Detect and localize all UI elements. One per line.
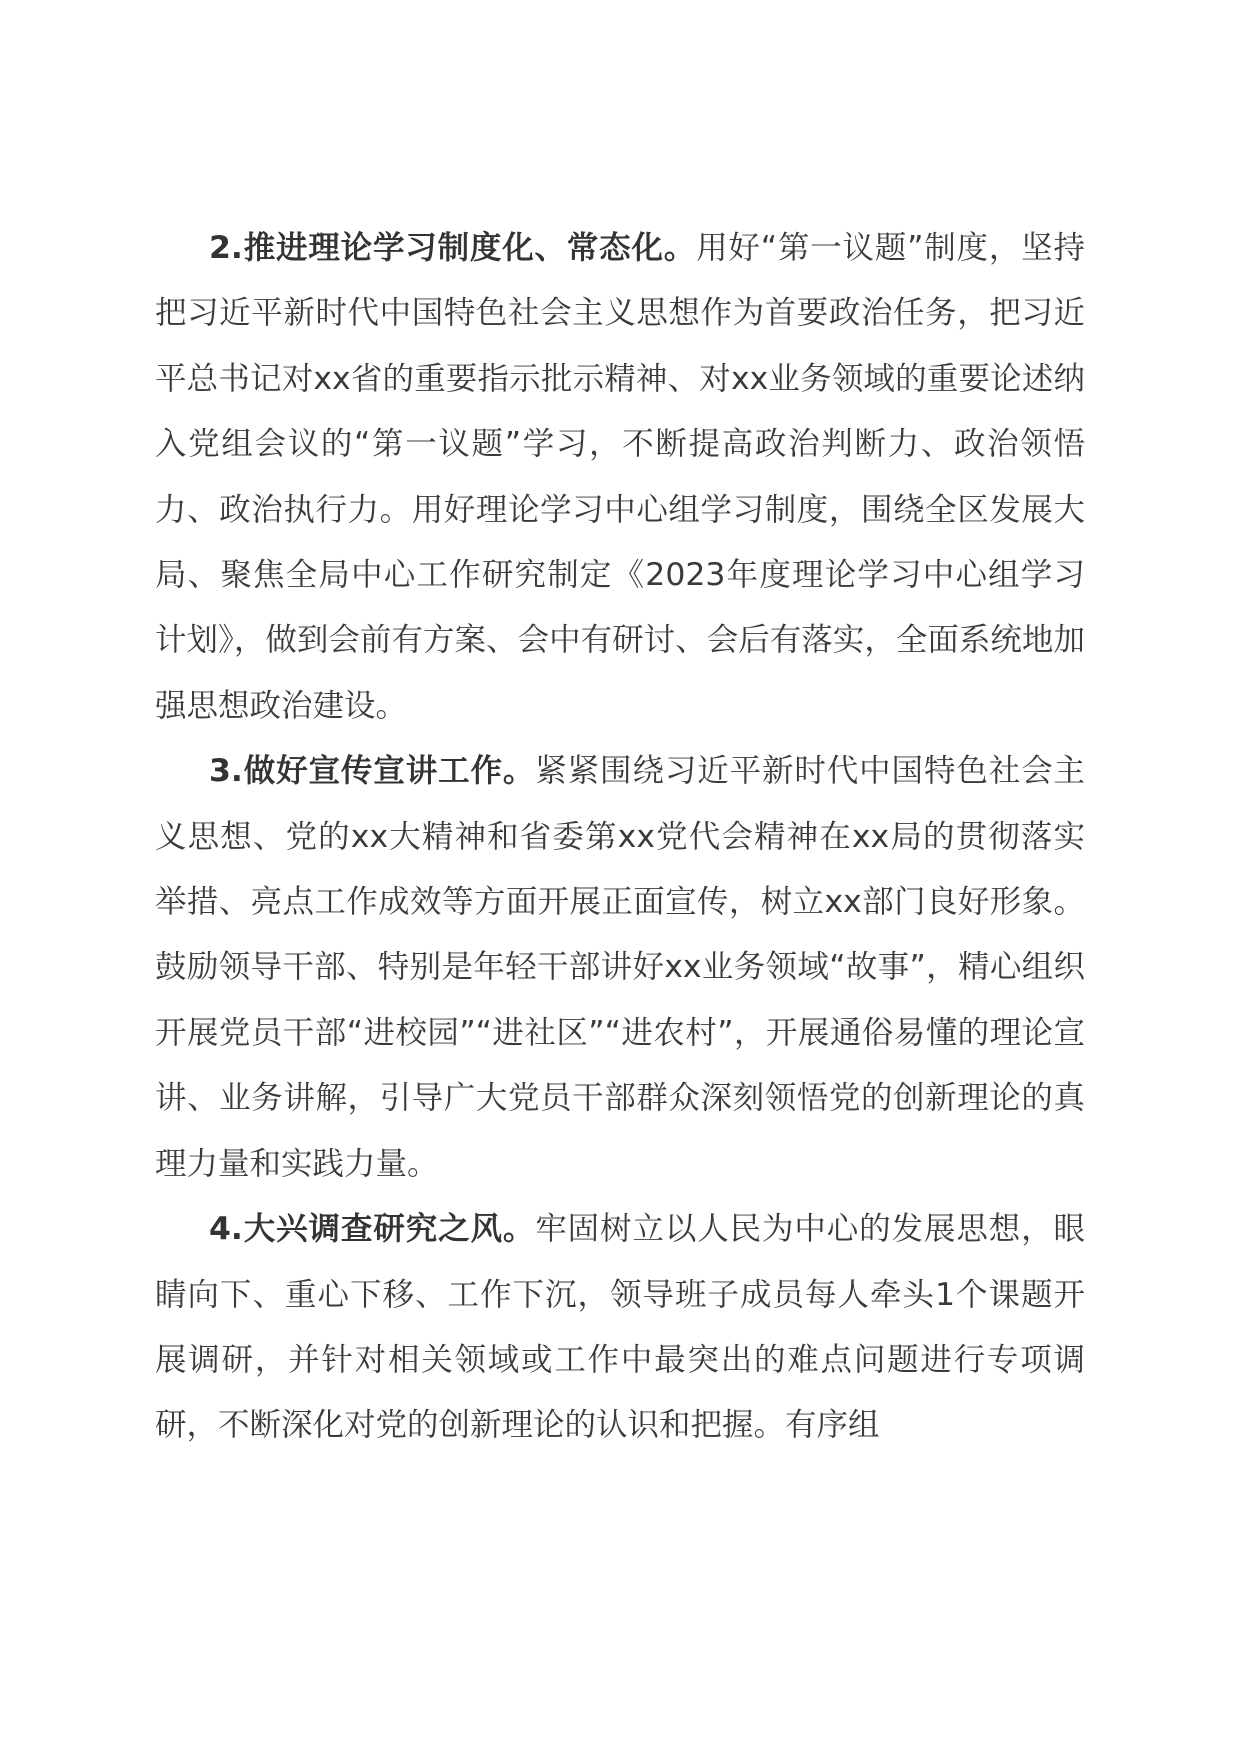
paragraph-publicity xyxy=(155,739,1085,1197)
paragraph-heading: 4.大兴调查研究之风。 xyxy=(209,1211,536,1248)
document-body xyxy=(155,216,1085,1459)
paragraph-research xyxy=(155,1197,1085,1459)
paragraph-text: 紧紧围绕习近平新时代中国特色社会主义思想、党的xx大精神和省委第xx党代会精神在xx局的贯彻落实举措、亮点工作成效等方面开展正面宣传，树立xx部门良好形象。鼓励领导干部、特别是年轻干部讲好xx业务领域“故事”，精心组织开展党员干部“进校园”“进社区”“进农村”，开展通俗易懂的理论宣讲、业务讲解，引导广大党员干部群众深刻领悟党的创新理论的真理力量和实践力量。 xyxy=(155,753,1085,1182)
paragraph-theory-study xyxy=(155,216,1085,739)
paragraph-heading: 3.做好宣传宣讲工作。 xyxy=(209,753,536,790)
paragraph-text: 牢固树立以人民为中心的发展思想，眼睛向下、重心下移、工作下沉，领导班子成员每人牵头1个课题开展调研，并针对相关领域或工作中最突出的难点问题进行专项调研，不断深化对党的创新理论的认识和把握。有序组 xyxy=(155,1211,1085,1444)
paragraph-heading: 2.推进理论学习制度化、常态化。 xyxy=(209,230,697,266)
paragraph-text: 用好“第一议题”制度，坚持把习近平新时代中国特色社会主义思想作为首要政治任务，把习近平总书记对xx省的重要指示批示精神、对xx业务领域的重要论述纳入党组会议的“第一议题”学习，不断提高政治判断力、政治领悟力、政治执行力。用好理论学习中心组学习制度，围绕全区发展大局、聚焦全局中心工作研究制定《2023年度理论学习中心组学习计划》，做到会前有方案、会中有研讨、会后有落实，全面系统地加强思想政治建设。 xyxy=(155,230,1085,724)
